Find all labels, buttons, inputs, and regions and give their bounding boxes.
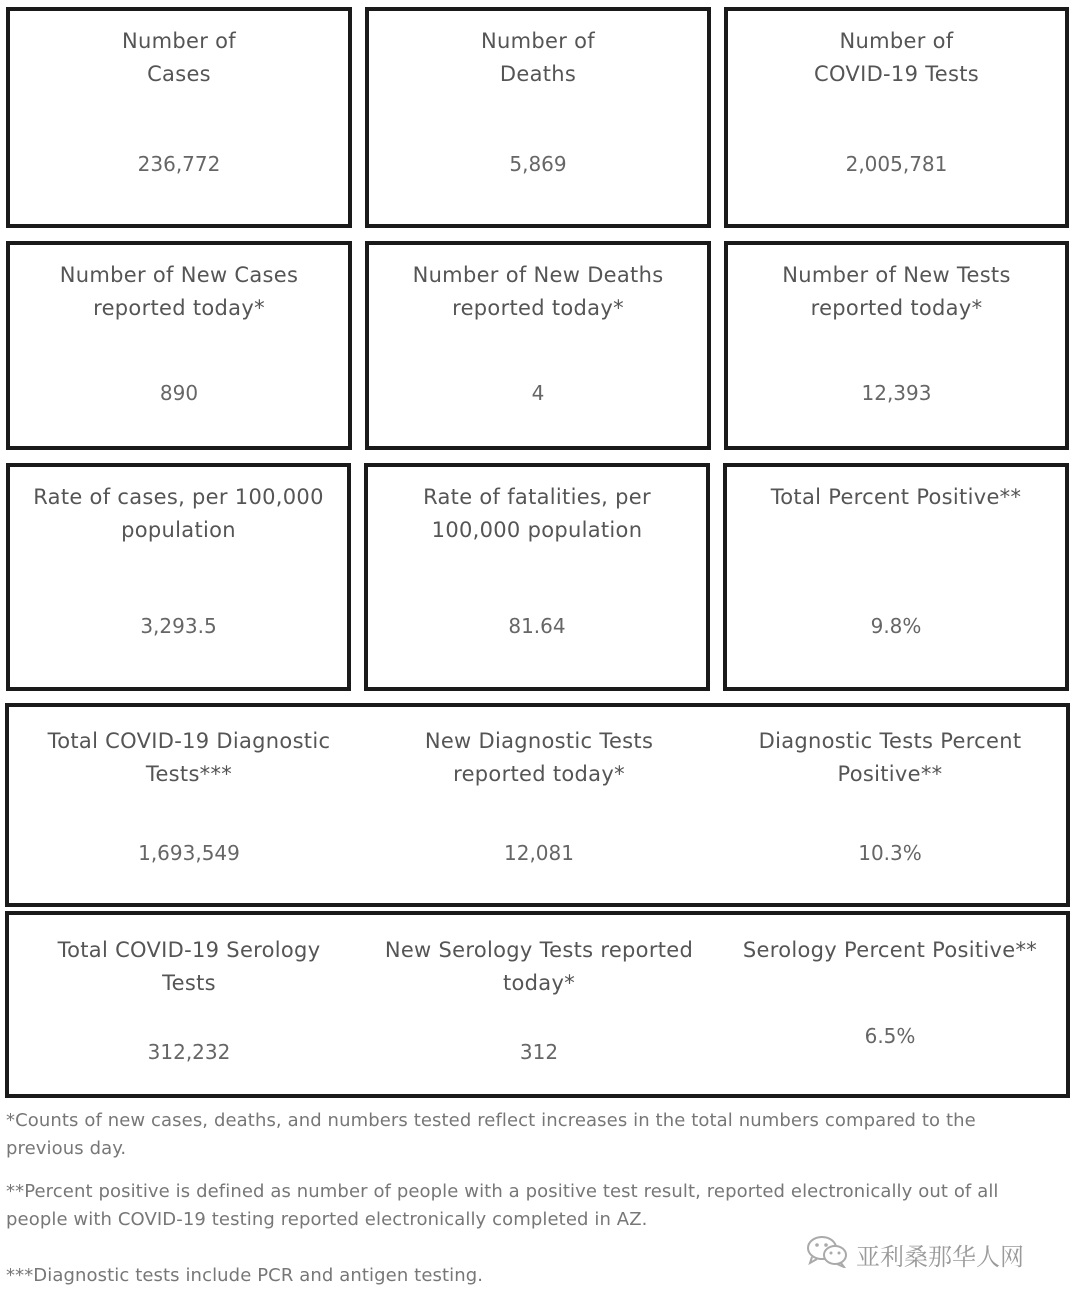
tile-value: 4 — [531, 381, 545, 405]
tile-new-cases-today — [6, 241, 352, 450]
tile-new-deaths-today — [365, 241, 711, 450]
tile-label: Number of New Cases reported today* — [59, 263, 299, 320]
panel-value: 312 — [519, 1040, 559, 1064]
tile-label: Number of New Tests reported today* — [782, 263, 1011, 320]
panel-label: Diagnostic Tests Percent Positive** — [758, 729, 1022, 786]
tile-label: Rate of cases, per 100,000 population — [33, 485, 324, 542]
serology-total-column — [13, 915, 365, 1094]
footnote-new-counts: *Counts of new cases, deaths, and numbers tested reflect increases in the total numbers compared to the previous day. — [6, 1110, 976, 1159]
tile-label: Number of Deaths — [481, 29, 595, 86]
tile-label: Number of New Deaths reported today* — [412, 263, 664, 320]
tile-value: 890 — [159, 381, 199, 405]
watermark-text: 亚利桑那华人网 — [856, 1242, 1024, 1271]
panel-value: 6.5% — [864, 1024, 916, 1048]
footnote-percent-positive: **Percent positive is defined as number of people with a positive test result, reported electronically out of all people with COVID-19 testing reported electronically completed in AZ. — [6, 1181, 999, 1230]
watermark — [806, 1236, 1024, 1272]
panel-label: Total COVID-19 Serology Tests — [57, 938, 321, 995]
tile-label: Number of Cases — [122, 29, 236, 86]
diagnostic-percent-column — [714, 707, 1066, 903]
diagnostic-total-column — [13, 707, 365, 903]
panel-value: 1,693,549 — [138, 841, 240, 865]
tile-value: 81.64 — [508, 614, 566, 638]
tile-value: 12,393 — [861, 381, 932, 405]
tile-total-percent-positive — [723, 463, 1069, 691]
panel-value: 312,232 — [147, 1040, 231, 1064]
tile-value: 5,869 — [509, 152, 567, 176]
tile-label: Number of COVID-19 Tests — [813, 29, 980, 86]
serology-new-column — [363, 915, 715, 1094]
panel-value: 10.3% — [858, 841, 922, 865]
tile-number-of-deaths — [365, 7, 711, 228]
tile-fatality-rate — [364, 463, 710, 691]
tile-new-tests-today — [724, 241, 1069, 450]
diagnostic-tests-panel — [5, 703, 1070, 907]
tile-label: Rate of fatalities, per 100,000 population — [423, 485, 651, 542]
tile-number-of-tests — [724, 7, 1069, 228]
panel-label: Serology Percent Positive** — [742, 938, 1038, 962]
footnote-diagnostic-tests: ***Diagnostic tests include PCR and antigen testing. — [6, 1265, 484, 1286]
tile-value: 3,293.5 — [140, 614, 217, 638]
tile-case-rate — [6, 463, 351, 691]
panel-label: New Diagnostic Tests reported today* — [424, 729, 654, 786]
tile-number-of-cases — [6, 7, 352, 228]
tile-value: 9.8% — [870, 614, 922, 638]
panel-label: Total COVID-19 Diagnostic Tests*** — [47, 729, 331, 786]
diagnostic-new-column — [363, 707, 715, 903]
tile-value: 2,005,781 — [845, 152, 948, 176]
wechat-icon — [806, 1234, 848, 1274]
tile-label: Total Percent Positive** — [770, 485, 1022, 509]
serology-tests-panel — [5, 911, 1070, 1098]
tile-value: 236,772 — [137, 152, 221, 176]
serology-percent-column — [714, 915, 1066, 1094]
panel-label: New Serology Tests reported today* — [384, 938, 694, 995]
panel-value: 12,081 — [504, 841, 574, 865]
